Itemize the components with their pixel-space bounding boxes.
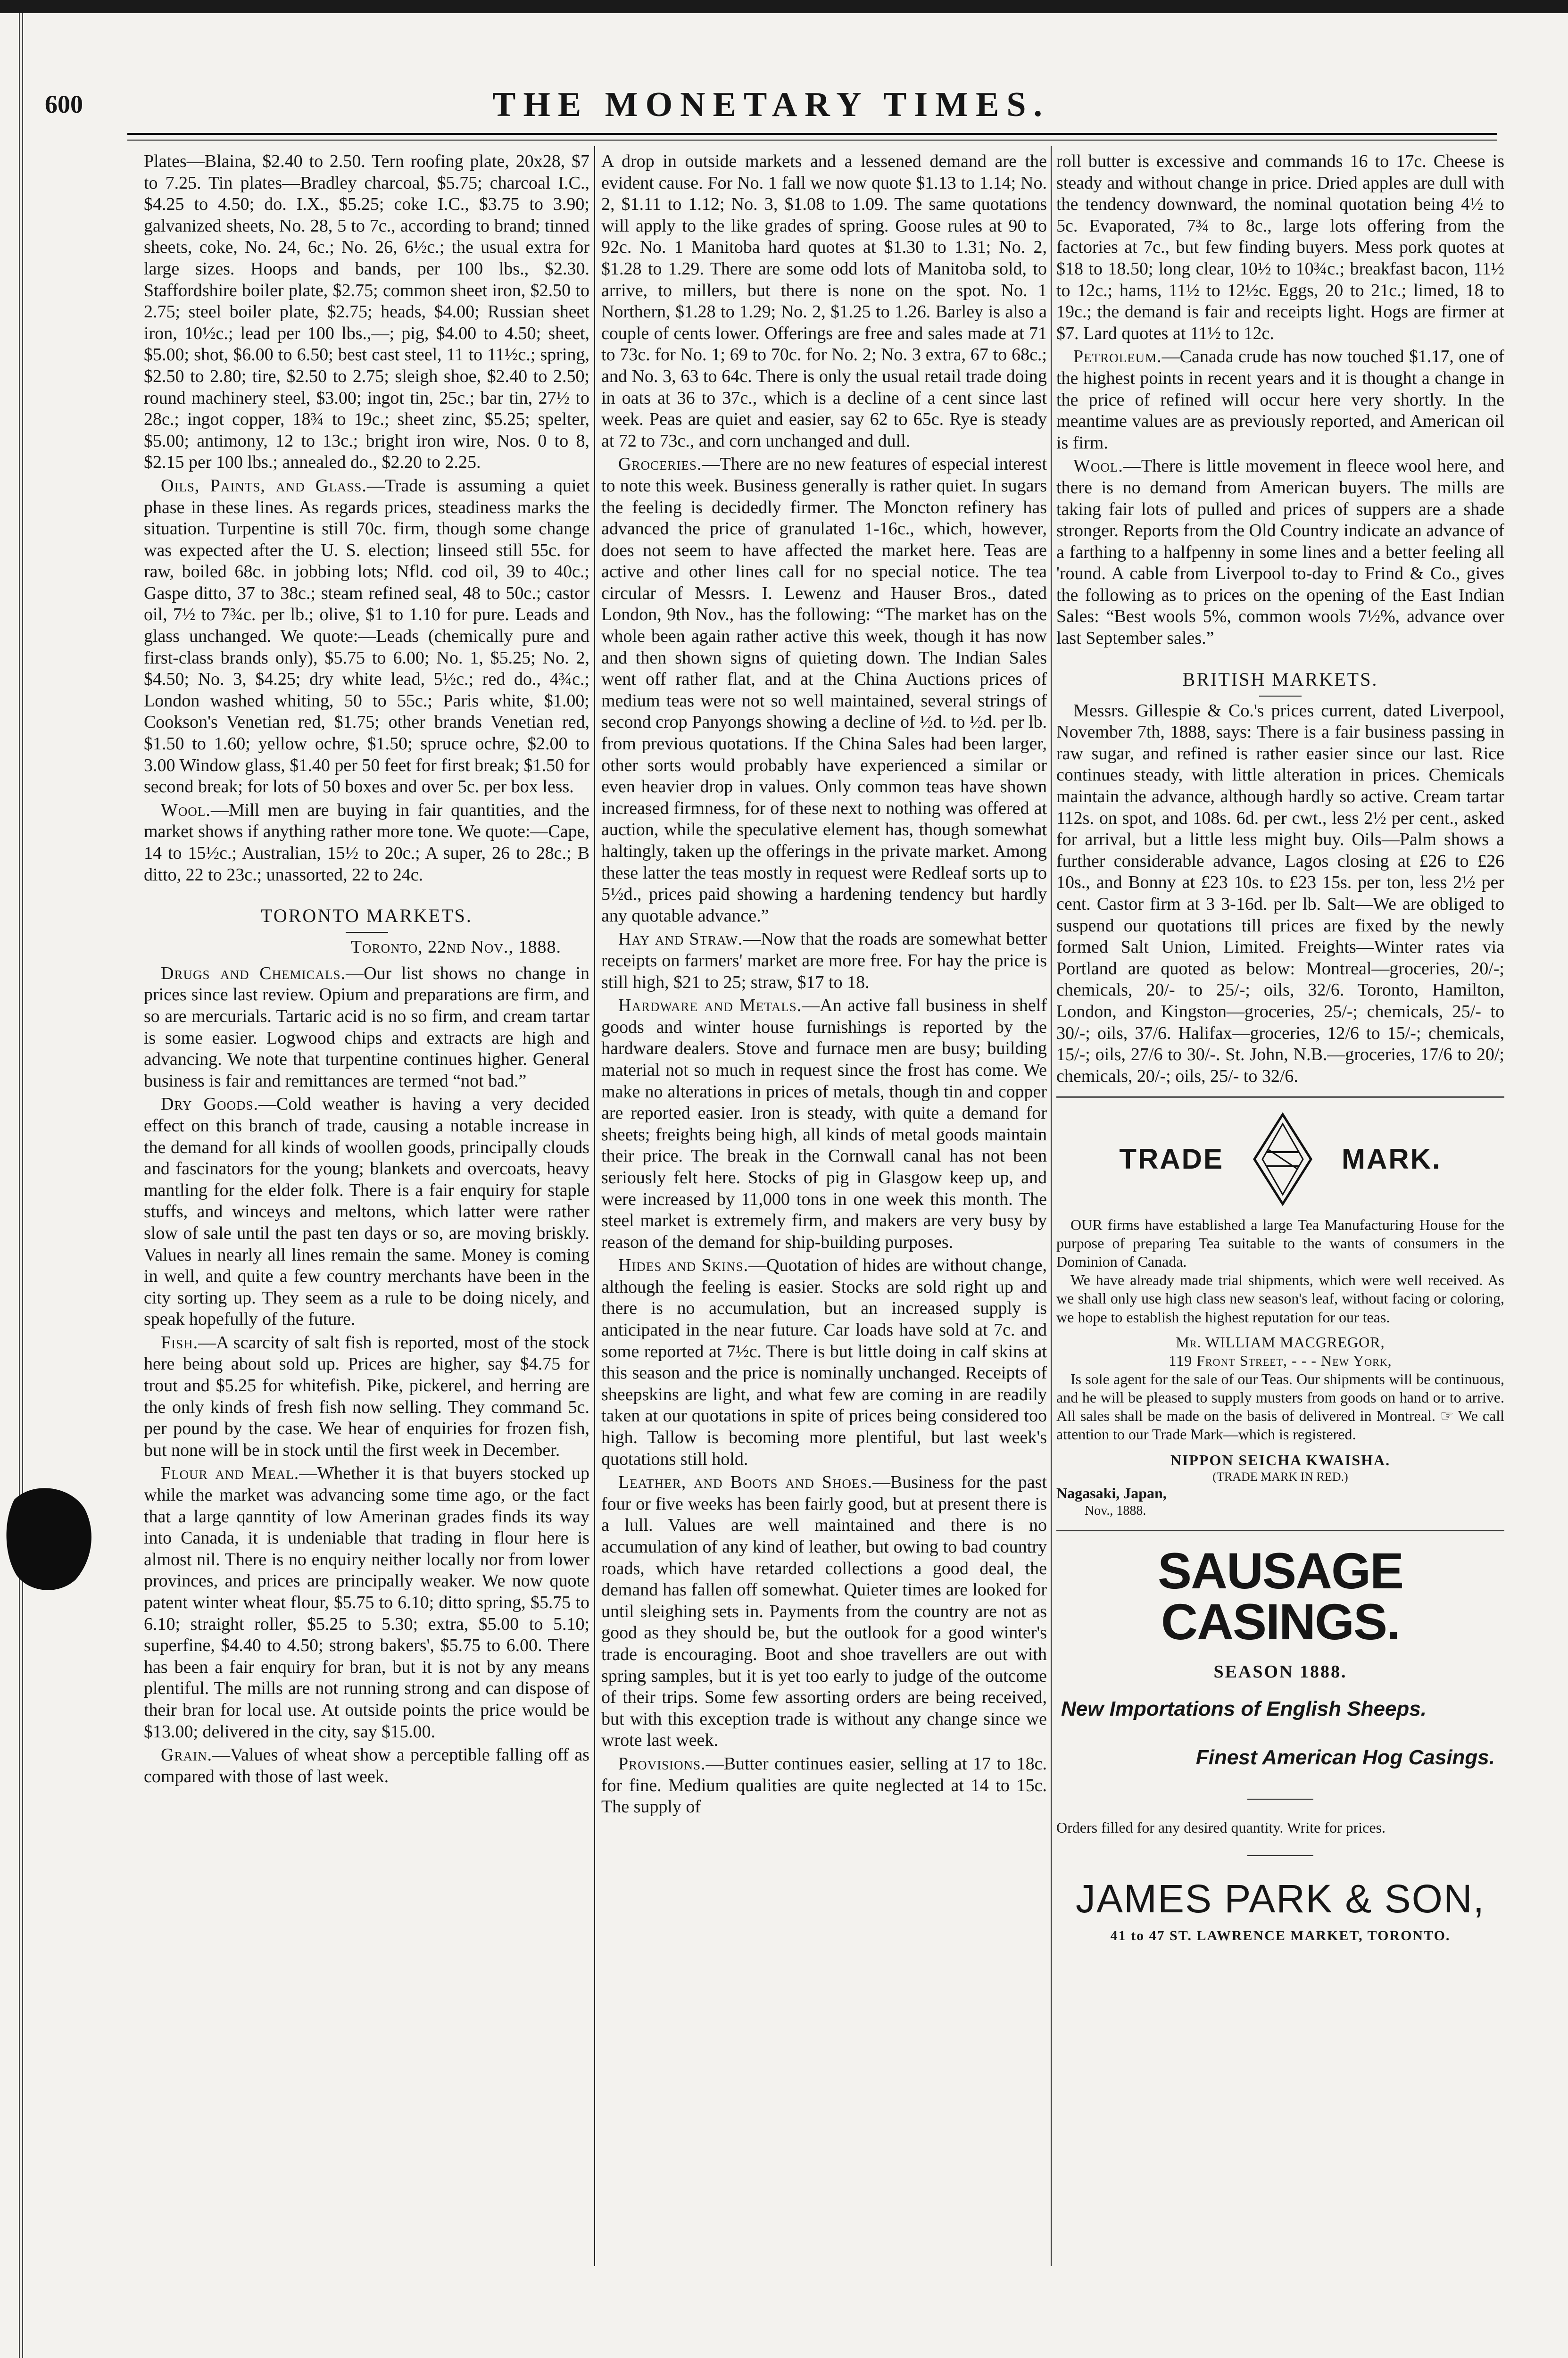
provisions-continued: roll butter is excessive and commands 16 to 17c. Cheese is steady and without change in price. Dried apples are dull with the tendency downward, the nominal quotation being 4½ to 5c. Evaporated, 7¾ to 8c., large lots offering from the factories at 7c., but few finding buyers. Mess pork quotes at $18 to 18.50; long clear, 10½ to 10¾c.; breakfast bacon, 11½ to 12c.; hams, 11½ to 12½c. Eggs, 20 to 21c.; limed, 18 to 19c.; the demand is fair and receipts light. Hogs are firmer at $7. Lard quotes at 11½ to 12c. xyxy=(1056,151,1504,343)
provisions-heading: Provisions. xyxy=(618,1753,706,1774)
oils-text: —Trade is assuming a quiet phase in these lines. As regards prices, steadiness marks the situation. Turpentine is still 70c. firm, though some change was expected after the U. S. election; linseed still 55c. for raw, boiled 68c. in jobbing lots; Nfld. cod oil, 39 to 40c.; Gaspe ditto, 37 to 38c.; steam refined seal, 48 to 50c.; castor oil, 7½ to 7¾c. per lb.; olive, $1 to 1.10 for pure. Leads and glass unchanged. We quote:—Leads (chemically pure and first-class brands only), $5.75 to 6.00; No. 1, $5.25; No. 2, $4.50; No. 3, $4.25; dry white lead, 5½c.; red do., 4¾c.; London washed whiting, 50 to 55c.; Paris white, $1.00; Cookson's Venetian red, $1.75; other brands Venetian red, $1.50 to 1.60; yellow ochre, $1.50; spruce ochre, $2.00 to 3.00 Window glass, $1.40 per 50 feet for first break; $1.50 for second break; for lots of 50 boxes and over 5c. per box less. xyxy=(144,475,589,797)
company-date: Nov., 1888. xyxy=(1085,1503,1146,1518)
column-3 xyxy=(1056,151,1504,1944)
flour-paragraph xyxy=(144,1463,589,1743)
short-rule xyxy=(346,932,388,933)
wool-heading: Wool. xyxy=(161,800,211,820)
short-rule-3 xyxy=(1247,1799,1313,1800)
drugs-paragraph xyxy=(144,963,589,1092)
page-number: 600 xyxy=(45,90,83,118)
fish-paragraph xyxy=(144,1332,589,1461)
ink-blot xyxy=(5,1481,94,1594)
hides-text: —Quotation of hides are without change, although the feeling is easier. Stocks are sold right up and there is no accumulation, but an increased supply is anticipated in the near future. Car loads have sold at 7c. and some reported at 7½c. There is but little doing in calf skins at this season and the price is nominally unchanged. Receipts of sheepskins are light, and what few are coming in are readily taken at our quotations in spite of prices being considered too high. Tallow is becoming more plentiful, but last week's quotations still hold. xyxy=(601,1255,1047,1469)
trade-paragraph-1: OUR firms have established a large Tea Manufacturing House for the purpose of preparing Tea suitable to the wants of consumers in the Dominion of Canada. xyxy=(1056,1216,1504,1270)
flour-heading: Flour and Meal. xyxy=(161,1463,299,1484)
petroleum-heading: Petroleum. xyxy=(1073,347,1162,367)
ad-divider xyxy=(1056,1530,1504,1531)
company-name: NIPPON SEICHA KWAISHA. xyxy=(1170,1451,1391,1469)
sausage-casings-title: SAUSAGE CASINGS. xyxy=(1157,1542,1403,1650)
fish-heading: Fish. xyxy=(161,1332,199,1353)
groceries-paragraph xyxy=(601,454,1047,927)
company-city: Nagasaki, Japan, xyxy=(1056,1485,1167,1502)
binding-rule xyxy=(19,13,23,2358)
hay-paragraph xyxy=(601,929,1047,993)
wool-paragraph-2 xyxy=(1056,456,1504,649)
hides-heading: Hides and Skins. xyxy=(618,1255,749,1276)
toronto-dateline: Toronto, 22nd Nov., 1888. xyxy=(350,937,561,957)
dry-goods-text: —Cold weather is having a very decided effect on this branch of trade, causing a notable increase in the demand for all kinds of woollen goods, principally clouds and fascinators for the young; blankets and overcoats, heavy mantling for the elder folk. There is a fair enquiry for staple stuffs, and winceys and meltons, which latter were rather slow of sale until the past ten days or so, are moving briskly. Values in nearly all lines remain the same. Money is coming in well, and quite a few country merchants have been in the city sorting up. They seem as a rule to be doing nicely, and speak hopefully of the future. xyxy=(144,1094,590,1329)
trade-mark-row xyxy=(1056,1112,1504,1206)
short-rule-4 xyxy=(1247,1855,1313,1856)
column-rule-2 xyxy=(1051,146,1052,2266)
masthead: THE MONETARY TIMES. xyxy=(492,85,1050,124)
grain-paragraph xyxy=(144,1744,589,1787)
trade-mark-note: (TRADE MARK IN RED.) xyxy=(1212,1470,1348,1484)
provisions-paragraph xyxy=(601,1753,1047,1818)
orders-note: Orders filled for any desired quantity. Write for prices. xyxy=(1056,1818,1386,1836)
hardware-paragraph xyxy=(601,995,1047,1253)
hog-casings-line: Finest American Hog Casings. xyxy=(1195,1746,1495,1769)
grain-continued: A drop in outside markets and a lessened demand are the evident cause. For No. 1 fall we now quote $1.13 to 1.14; No. 2, $1.11 to 1.12; No. 3, $1.08 to 1.09. The same quotations will apply to the like grades of spring. Goose rules at 90 to 92c. No. 1 Manitoba hard quotes at $1.30 to 1.31; No. 2, $1.28 to 1.29. There are some odd lots of Manitoba sold, to arrive, to millers, but there is none on the spot. No. 1 Northern, $1.28 to 1.29; No. 2, $1.25 to 1.26. Barley is also a couple of cents lower. Offerings are free and sales made at 71 to 73c. for No. 1; 69 to 70c. for No. 2; No. 3 extra, 67 to 68c.; and No. 3, 63 to 64c. There is only the usual retail trade doing in oats at 36 to 37c., which is a decline of a cent since last week. Peas are quiet and easier, say 62 to 65c. Rye is steady at 72 to 73c., and corn unchanged and dull. xyxy=(601,151,1047,451)
james-park-name: JAMES PARK & SON, xyxy=(1076,1876,1485,1921)
oils-paragraph xyxy=(144,475,589,798)
hardware-text: —An active fall business in shelf goods and winter house furnishings is reported by the hardware dealers. Stove and furnace men are busy; building material not so much in request since the frost has come. We make no alterations in prices of metals, though tin and copper are reported easier. Iron is steady, with quite a demand for sheets; freights being high, all kinds of metal goods maintain their price. The break in the Cornwall canal has not been seriously felt here. Stocks of pig in Glasgow keep up, and were increased by 11,000 tons in one week this month. The steel market is extremely firm, and makers are very busy by reason of the demand for ship-building purposes. xyxy=(601,996,1047,1252)
groceries-heading: Groceries. xyxy=(618,454,702,474)
wool-text: —Mill men are buying in fair quantities, and the market shows if anything rather more tone. We quote:—Cape, 14 to 15½c.; Australian, 15½ to 20c.; A super, 26 to 28c.; B ditto, 22 to 23c.; unassorted, 22 to 24c. xyxy=(144,800,589,885)
wool-paragraph xyxy=(144,800,589,886)
james-park-address: 41 to 47 ST. LAWRENCE MARKET, TORONTO. xyxy=(1110,1928,1451,1944)
drugs-text: —Our list shows no change in prices since last review. Opium and preparations are firm, and so are mercurials. Tartaric acid is no so firm, and cream tartar is some easier. Logwood chips and extracts are high and advancing. We note that turpentine continues higher. General business is fair and remittances are termed “not bad.” xyxy=(144,963,590,1091)
season-line: SEASON 1888. xyxy=(1213,1661,1347,1682)
hardware-heading: Hardware and Metals. xyxy=(618,996,802,1016)
column-rule-1 xyxy=(594,146,595,2266)
fish-text: —A scarcity of salt fish is reported, most of the stock here being about sold up. Prices are higher, say $4.75 for trout and $5.25 for whitefish. Pike, pickerel, and herring are the only kinds of fresh fish now selling. They command 5c. per pound by the case. We hear of enquiries for frozen fish, but none will be in stock until the first week in December. xyxy=(144,1332,589,1460)
leather-heading: Leather, and Boots and Shoes. xyxy=(618,1472,873,1493)
dry-goods-paragraph xyxy=(144,1094,589,1330)
hay-heading: Hay and Straw. xyxy=(618,929,743,949)
leather-text: —Business for the past four or five weeks has been fairly good, but at present there is a lull. Values are well maintained and there is no accumulation of any kind of leather, but owing to bad country roads, which have retarded collections a good deal, the demand has fallen off somewhat. Quieter times are looked for until sleighing sets in. Payments from the country are not as good as they should be, but the outlook for a good winter's trade is encouraging. Boot and shoe travellers are out with spring samples, but it is yet too early to judge of the outcome of their trips. Some few assorting orders are being received, but with this exception trade is without any change since we wrote last week. xyxy=(601,1472,1047,1751)
column-1 xyxy=(144,151,589,1789)
toronto-markets-title: TORONTO MARKETS. xyxy=(261,905,473,927)
metals-continued: Plates—Blaina, $2.40 to 2.50. Tern roofing plate, 20x28, $7 to 7.25. Tin plates—Bradley charcoal, $5.75; charcoal I.C., $4.25 to 4.50; do. I.X., $5.25; coke I.C., $3.75 to 3.90; galvanized sheets, No. 28, 5 to 7c., according to brand; tinned sheets, coke, No. 24, 6c.; No. 26, 6½c.; the usual extra for large sizes. Hoops and bands, per 100 lbs., $2.30. Staffordshire boiler plate, $2.75; common sheet iron, $2.50 to 2.75; steel boiler plate, $2.75; heads, $4.00; Russian sheet iron, 10½c.; lead per 100 lbs.,—; pig, $4.00 to 4.50; sheet, $5.00; shot, $6.00 to 6.50; best cast steel, 11 to 11½c.; spring, $2.50 to 2.80; tire, $2.50 to 2.75; sleigh shoe, $2.40 to 2.50; round machinery steel, $3.00; ingot tin, 25c.; bar tin, 27½ to 28c.; ingot copper, 18¾ to 19c.; sheet zinc, $5.25; spelter, $5.00; antimony, 12 to 13c.; bright iron wire, Nos. 0 to 8, $2.15 per 100 lbs.; annealed do., $2.20 to 2.25. xyxy=(144,151,589,473)
drugs-heading: Drugs and Chemicals. xyxy=(161,963,346,983)
british-markets-text: Messrs. Gillespie & Co.'s prices current, dated Liverpool, November 7th, 1888, says: There is a fair business passing in raw sugar, and refined is rather easier since our last. Rice continues steady, with little alteration in prices. Chemicals maintain the advance, although hardly so active. Cream tartar 112s. on spot, and 108s. 6d. per cwt., less 2½ per cent., asked for arrival, but a little less might buy. Oils—Palm shows a further considerable advance, Lagos closing at £26 to £26 10s., and Bonny at £23 10s. to £23 15s. per ton, less 2½ per cent. Castor firm at 3 3-16d. per lb. Salt—We are obliged to suspend our quotations till prices are fixed by the newly formed Salt Union, Limited. Freights—Winter rates via Portland are quoted as below: Montreal—groceries, 20/-; chemicals, 20/- to 25/-; oils, 32/6. Toronto, Hamilton, London, and Kingston—groceries, 25/-; chemicals, 25/- to 30/-; oils, 37/6. Halifax—groceries, 12/6 to 15/-; chemicals, 15/-; oils, 27/6 to 30/-. St. John, N.B.—groceries, 17/6 to 20/; chemicals, 20/-; oils, 25/- to 32/6. xyxy=(1056,700,1504,1086)
groceries-text: —There are no new features of especial interest to note this week. Business generally is rather quiet. In sugars the feeling is decidedly firmer. The Moncton refinery has advanced the price of granulated 1-16c., which, however, does not seem to have affected the market here. Teas are active and other lines call for no special notice. The tea circular of Messrs. I. Lewenz and Hauser Bros., dated London, 9th Nov., has the following: “The market has on the whole been again rather active this week, though it has now and then shown signs of quieting down. The Indian Sales went off rather flat, and at the China Auctions prices of medium teas were not so well maintained, several strings of second crop Panyongs showing a decline of ½d. to ½d. per lb. from previous quotations. If the China Sales had been larger, other sorts would probably have experienced a similar or even heavier drop in values. Only common teas have shown increased firmness, for of these next to nothing was offered at auction, while the speculative element has, though somewhat haltingly, taken up the offerings in the private market. Among these latter the teas mostly in request were Redleaf sorts up to 5½d., prices paid showing a hardening tendency but hardly any quotable advance.” xyxy=(601,454,1047,926)
trade-mark-advertisement xyxy=(1056,1096,1504,1519)
flour-text: —Whether it is that buyers stocked up while the market was advancing some time ago, or the fact that a large qanntity of low Amerinan grades finds its way into Canada, it is undeniable that trading in flour here is almost nil. There is no enquiry neither locally nor from lower provinces, and prices are principally weaker. We now quote patent winter wheat flour, $5.75 to 6.10; ditto spring, $5.75 to 6.10; straight roller, $5.25 to 5.30; extra, $5.00 to 5.10; superfine, $4.40 to 4.50; strong bakers', $5.75 to 6.00. There has been a fair enquiry for bran, but it is not by any means plentiful. The mills are not running strong and can dispose of their bran for local use. At outside points the price would be $13.00; delivered in the city, say $15.00. xyxy=(144,1463,589,1742)
grain-heading: Grain. xyxy=(161,1745,212,1765)
trade-word: TRADE xyxy=(1119,1143,1224,1175)
header-rule xyxy=(127,133,1497,135)
hides-paragraph xyxy=(601,1255,1047,1470)
short-rule-2 xyxy=(1259,696,1302,697)
page-header xyxy=(45,80,1497,132)
header-rule-thin xyxy=(127,140,1497,141)
petroleum-paragraph xyxy=(1056,346,1504,454)
importations-line: New Importations of English Sheeps. xyxy=(1061,1697,1427,1721)
oils-heading: Oils, Paints, and Glass. xyxy=(161,475,367,496)
trade-paragraph-3: Is sole agent for the sale of our Teas. Our shipments will be continuous, and he will be pleased to supply musters from goods on hand or to arrive. All sales shall be made on the basis of delivered in Montreal. ☞ We call attention to our Trade Mark—which is registered. xyxy=(1056,1370,1504,1443)
provisions-text: —Butter continues easier, selling at 17 to 18c. for fine. Medium qualities are quite neglected at 14 to 15c. The supply of xyxy=(601,1753,1047,1817)
petroleum-text: —Canada crude has now touched $1.17, one of the highest points in recent years and it is thought a change in the price of refined will occur here very shortly. In the meantime values are as previously reported, and American oil is firm. xyxy=(1056,347,1504,453)
mark-word: MARK. xyxy=(1342,1143,1442,1175)
wool-heading-2: Wool. xyxy=(1073,456,1123,476)
grain-text: —Values of wheat show a perceptible falling off as compared with those of last week. xyxy=(144,1745,589,1786)
page-top-edge xyxy=(0,0,1568,13)
hay-text: —Now that the roads are somewhat better receipts on farmers' market are more free. For hay the price is still high, $21 to 25; straw, $17 to 18. xyxy=(601,929,1047,992)
column-2 xyxy=(601,151,1047,1820)
agent-address: 119 Front Street, - - - New York, xyxy=(1169,1352,1392,1369)
leather-paragraph xyxy=(601,1472,1047,1752)
trade-paragraph-2: We have already made trial shipments, which were well received. As we shall only use high class new season's leaf, without facing or coloring, we hope to establish the highest reputation for our teas. xyxy=(1056,1271,1504,1326)
dry-goods-heading: Dry Goods. xyxy=(161,1094,259,1114)
agent-name: Mr. WILLIAM MACGREGOR, xyxy=(1176,1333,1385,1351)
trade-mark-text xyxy=(1056,1216,1504,1519)
wool-text-2: —There is little movement in fleece wool here, and there is no demand from American buyers. The mills are taking fair lots of pulled and prices of suppers are a shade stronger. Reports from the Old Country indicate an advance of a farthing to a halfpenny in some lines and a better feeling all 'round. A cable from Liverpool to-day to Frind & Co., gives the following as to prices on the opening of the East Indian Sales: “Best wools 5%, common wools 7½%, advance over last September sales.” xyxy=(1056,456,1504,648)
trade-mark-diamond-icon xyxy=(1252,1112,1313,1206)
british-markets-title: BRITISH MARKETS. xyxy=(1182,668,1378,690)
